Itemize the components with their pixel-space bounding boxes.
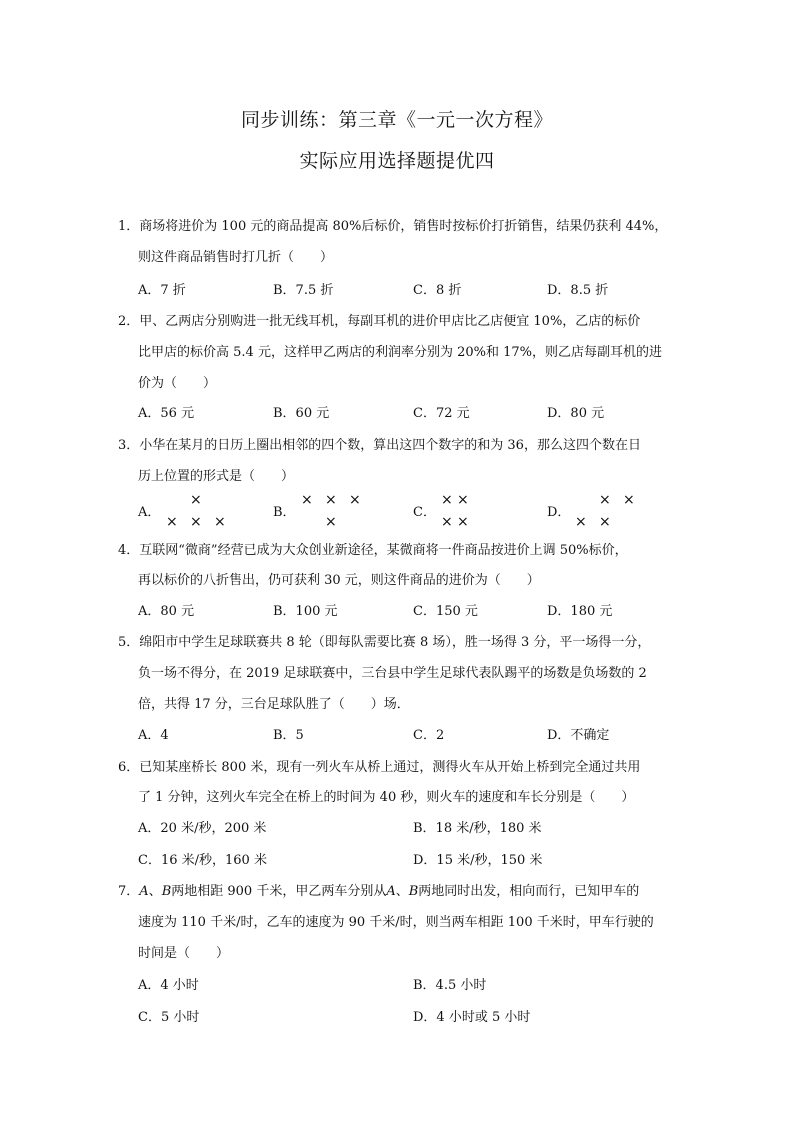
question-7-option-a: A．4 小时 (138, 978, 199, 993)
separator: 、 (148, 884, 162, 899)
question-2-line-1: 2．甲、乙两店分别购进一批无线耳机，每副耳机的进价甲店比乙店便宜 10%，乙店的标价 (118, 314, 641, 329)
calendar-mark-icon: × (325, 492, 337, 508)
question-3-option-c: C． (413, 505, 436, 520)
question-2-line-2: 比甲店的标价高 5.4 元，这样甲乙两店的利润率分别为 20%和 17%，则乙店每副耳机的进 (138, 345, 662, 360)
question-6-line-2: 了 1 分钟，这列火车完全在桥上的时间为 40 秒，则火车的速度和车长分别是（ ） (138, 790, 635, 805)
question-3-option-a: A． (138, 505, 161, 520)
question-1-option-d: D．8.5 折 (547, 283, 609, 298)
calendar-mark-icon: × (575, 514, 587, 530)
calendar-mark-icon: × (457, 514, 469, 530)
question-3-line-2: 历上位置的形式是（ ） (138, 469, 295, 484)
calendar-mark-icon: × (325, 514, 337, 530)
question-6-option-d: D．15 米/秒，150 米 (413, 853, 543, 868)
calendar-mark-icon: × (166, 514, 178, 530)
question-2-option-d: D．80 元 (547, 406, 605, 421)
calendar-mark-icon: × (301, 492, 313, 508)
question-5-option-a: A．4 (138, 728, 169, 743)
question-7-text-part-1: 两地相距 900 千米，甲乙两车分别从 (171, 884, 387, 899)
question-4-line-2: 再以标价的八折售出，仍可获利 30 元，则这件商品的进价为（ ） (138, 573, 540, 588)
calendar-mark-icon: × (190, 492, 202, 508)
question-7-option-d: D．4 小时或 5 小时 (413, 1010, 531, 1025)
point-b-label: B (161, 884, 172, 899)
question-5-option-c: C．2 (413, 728, 445, 743)
calendar-mark-icon: × (214, 514, 226, 530)
question-7-option-b: B．4.5 小时 (413, 978, 487, 993)
calendar-mark-icon: × (457, 492, 469, 508)
calendar-mark-icon: × (441, 492, 453, 508)
calendar-mark-icon: × (190, 514, 202, 530)
question-2-option-a: A．56 元 (138, 406, 195, 421)
question-5-line-1: 5．绵阳市中学生足球联赛共 8 轮（即每队需要比赛 8 场），胜一场得 3 分，平一场得一分， (118, 635, 651, 650)
question-7-prefix: 7． (118, 884, 140, 899)
calendar-mark-icon: × (599, 514, 611, 530)
question-7-line-1 (118, 883, 639, 901)
calendar-mark-icon: × (349, 492, 361, 508)
question-7-line-3: 时间是（ ） (138, 946, 230, 961)
question-4-option-c: C．150 元 (413, 604, 478, 619)
question-5-line-2: 负一场不得分，在 2019 足球联赛中，三台县中学生足球代表队踢平的场数是负场数的 2 (138, 666, 647, 681)
question-2-option-b: B．60 元 (273, 406, 330, 421)
question-4-option-b: B．100 元 (273, 604, 338, 619)
question-6-option-c: C．16 米/秒，160 米 (138, 853, 267, 868)
question-6-option-b: B．18 米/秒，180 米 (413, 821, 542, 836)
separator: 、 (395, 884, 409, 899)
question-7-option-c: C．5 小时 (138, 1010, 200, 1025)
question-2-line-3: 价为（ ） (138, 376, 217, 391)
question-5-option-d: D．不确定 (547, 728, 610, 743)
question-4-line-1: 4．互联网“微商”经营已成为大众创业新途径，某微商将一件商品按进价上调 50%标价， (118, 543, 628, 558)
question-1-option-a: A．7 折 (138, 283, 186, 298)
document-title: 同步训练：第三章《一元一次方程》 (240, 109, 553, 131)
question-4-option-d: D．180 元 (547, 604, 613, 619)
question-1-line-1: 1．商场将进价为 100 元的商品提高 80%后标价，销售时按标价打折销售，结果仍获利 44%， (118, 219, 668, 234)
question-1-option-b: B．7.5 折 (273, 283, 334, 298)
question-2-option-c: C．72 元 (413, 406, 470, 421)
question-7-line-2: 速度为 110 千米/时，乙车的速度为 90 千米/时，则当两车相距 100 千米时，甲车行驶的 (138, 915, 654, 930)
question-5-option-b: B．5 (273, 728, 304, 743)
calendar-mark-icon: × (599, 492, 611, 508)
calendar-mark-icon: × (623, 492, 635, 508)
question-7-text-part-2: 两地同时出发，相向而行，已知甲车的 (418, 884, 640, 899)
calendar-mark-icon: × (441, 514, 453, 530)
question-1-option-c: C．8 折 (413, 283, 462, 298)
point-a-label: A (386, 884, 396, 899)
question-3-option-b: B． (273, 505, 296, 520)
question-4-option-a: A．80 元 (138, 604, 195, 619)
question-6-line-1: 6．已知某座桥长 800 米，现有一列火车从桥上通过，测得火车从开始上桥到完全通过共用 (118, 760, 641, 775)
document-subtitle: 实际应用选择题提优四 (299, 150, 495, 172)
question-6-option-a: A．20 米/秒，200 米 (138, 821, 267, 836)
question-5-line-3: 倍，共得 17 分，三台足球队胜了（ ）场． (138, 697, 410, 712)
question-3-line-1: 3．小华在某月的日历上圈出相邻的四个数，算出这四个数字的和为 36，那么这四个数在日 (118, 438, 641, 453)
question-1-line-2: 则这件商品销售时打几折（ ） (138, 250, 334, 265)
question-3-option-d: D． (547, 505, 571, 520)
point-a-label: A (139, 884, 149, 899)
point-b-label: B (408, 884, 419, 899)
